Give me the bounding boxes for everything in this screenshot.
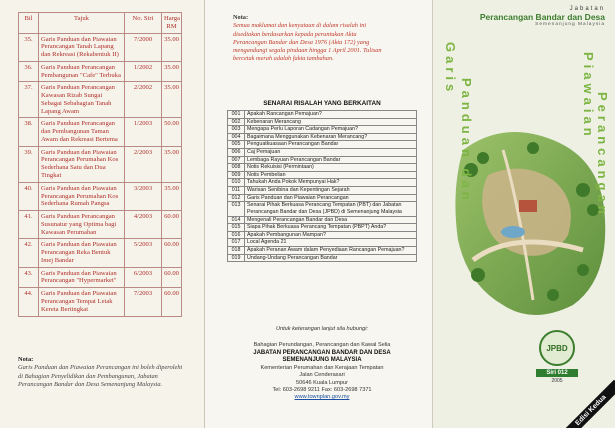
row-title: Garis Panduan Perancangan Pembangunan "Cafe" Terbuka [39,61,125,82]
leaflet-title: Siapa Pihak Berkuasa Perancang Tempatan (PBPT) Anda? [245,224,417,232]
leaflet-code: 008 [228,164,245,172]
leaflet-title: Tahukah Anda Pokok Mempunyai Hak? [245,179,417,187]
leaflet-title: Mengenali Perancangan Bandar dan Desa [245,216,417,224]
row-price: 35.00 [162,182,182,210]
row-series: 6/2003 [125,267,162,288]
table-row [19,146,182,182]
leaflet-row [228,224,417,232]
leaflet-title: Warisan Senibina dan Kepentingan Sejarah [245,187,417,195]
row-series: 1/2002 [125,61,162,82]
table-row [19,82,182,118]
table-row [19,61,182,82]
row-price: 35.00 [162,146,182,182]
contact-prompt: Untuk keterangan lanjut sila hubungi: [275,326,369,332]
row-title: Garis Panduan dan Piawaian Perancangan Tanah Lapang dan Rekreasi (Rekabentuk II) [39,33,125,61]
city-address: 50646 Kuala Lumpur [296,379,348,386]
row-price: 60.00 [162,211,182,239]
cover-title-part: Panduan dan [459,78,474,204]
leaflet-code: 017 [228,239,245,247]
row-series: 1/2003 [125,118,162,146]
row-price: 35.00 [162,82,182,118]
row-number: 37. [19,82,39,118]
row-price: 60.00 [162,288,182,316]
leaflet-title: Bagaimana Menggunakan Kebenaran Merancang? [245,133,417,141]
tree [527,142,539,154]
series-year: 2005 [551,378,563,384]
row-title: Garis Panduan dan Piawaian Perancangan Tempat Letak Kereta Bertingkat [39,288,125,316]
table-row [19,182,182,210]
leaflet-code: 011 [228,187,245,195]
leaflet-code: 016 [228,231,245,239]
pavilion [519,200,537,212]
leaflet-row [228,164,417,172]
leaflet-code: 015 [228,224,245,232]
leaflet-row [228,156,417,164]
brand-sub: Semenanjung Malaysia [535,22,605,27]
leaflet-title: Notis Rekuisisi (Permintaan) [245,164,417,172]
related-leaflets-title: SENARAI RISALAH YANG BERKAITAN [263,100,381,107]
note-text: Garis Panduan dan Piawaian Perancangan ini boleh diperolehi di Bahagian Penyelidikan dan Pembangunan, Jabatan Perancangan Bandar dan Desa Semenanjung Malaysia. [18,364,183,388]
tree [547,289,559,301]
leaflet-row [228,187,417,195]
row-title: Garis Panduan Perancangan Susunatur yang Optima bagi Kawasan Perumahan [39,211,125,239]
row-number: 41. [19,211,39,239]
agency-name: JABATAN PERANCANGAN BANDAR DAN DESA [253,349,391,356]
row-number: 42. [19,239,39,267]
row-number: 39. [19,146,39,182]
leaflet-row [228,133,417,141]
leaflet-title: Apakah Pembangunan Mampan? [245,231,417,239]
leaflet-title: Mengapa Perlu Laporan Cadangan Pemajuan? [245,126,417,134]
cover-title-part: Garis [443,42,458,96]
leaflet-row [228,149,417,157]
logo-text: JPBD [546,343,568,353]
street-address: Jalan Cenderasari [299,372,345,379]
leaflet-row [228,179,417,187]
leaflet-title: Kebenaran Merancang [245,118,417,126]
related-leaflets-panel [205,0,433,428]
row-series: 7/2000 [125,33,162,61]
row-number: 36. [19,61,39,82]
row-price: 35.00 [162,33,182,61]
row-number: 38. [19,118,39,146]
tree [471,268,485,282]
leaflet-title: Caj Pemajuan [245,149,417,157]
leaflet-title: Notis Pembelian [245,171,417,179]
leaflet-code: 009 [228,171,245,179]
series-badge: Siri 012 [536,369,578,377]
leaflet-title: Local Agenda 21 [245,239,417,247]
row-series: 3/2003 [125,182,162,210]
table-row [19,211,182,239]
leaflet-title: Apakah Peranan Awam dalam Penyediaan Rancangan Pemajuan? [245,246,417,254]
tree [477,152,489,164]
leaflet-row [228,246,417,254]
cover-title-part: Piawaian [581,52,596,140]
leaflet-code: 006 [228,149,245,157]
ministry-name: Kementerian Perumahan dan Kerajaan Tempatan [260,365,384,372]
leaflet-row [228,118,417,126]
row-price: 50.00 [162,118,182,146]
leaflet-row [228,231,417,239]
leaflet-code: 018 [228,246,245,254]
agency-region: SEMENANJUNG MALAYSIA [282,357,362,364]
phone-fax: Tel: 603-2698 9211 Fax: 603-2698 7371 [272,386,372,393]
leaflet-code: 005 [228,141,245,149]
leaflet-row [228,254,417,262]
row-number: 40. [19,182,39,210]
row-series: 5/2003 [125,239,162,267]
table-row [19,288,182,316]
jpbd-logo [536,330,578,384]
row-series: 4/2003 [125,211,162,239]
leaflet-code: 004 [228,133,245,141]
leaflet-code: 003 [228,126,245,134]
leaflet-row [228,111,417,119]
note-title: Nota: [233,14,249,21]
leaflet-row [228,239,417,247]
row-number: 44. [19,288,39,316]
leaflet-code: 007 [228,156,245,164]
leaflet-code: 002 [228,118,245,126]
row-title: Garis Panduan Perancangan Kawasan Rizab Sungai Sebagai Sebahagian Tanah Lapang Awam [39,82,125,118]
leaflet-row [228,216,417,224]
row-price: 60.00 [162,239,182,267]
row-title: Garis Panduan dan Piawaian Perancangan Reka Bentuk Imej Bandar [39,239,125,267]
publication-table [18,12,182,317]
row-title: Garis Panduan dan Piawaian Perancangan Perumahan Kos Sederhana Satu dan Dua Tingkat [39,146,125,182]
header-harga: Harga RM [162,13,182,34]
leaflet-code: 001 [228,111,245,119]
row-series: 2/2002 [125,82,162,118]
leaflet-row [228,202,417,216]
leaflet-code: 010 [228,179,245,187]
related-leaflets-table [227,110,417,262]
leaflet-row [228,171,417,179]
row-title: Garis Panduan Perancangan dan Pembangunan Taman Awam dan Rekreasi Bertema [39,118,125,146]
website-link[interactable]: www.townplan.gov.my [294,394,350,401]
header-tajuk: Tajuk [39,13,125,34]
brand-top: Jabatan [569,6,605,12]
row-price: 60.00 [162,267,182,288]
contact-block [227,326,417,401]
note-text: Semua maklumat dan kenyataan di dalam risalah ini disediakan berdasarkan kepada peruntukan Akta Perancangan Bandar dan Desa 1976 (Akta 172) yang mengandungi segala pindaan hingga 1 April 2001. Tulisan bercetak merah adalah fakta tambahan. [233,22,382,63]
brand-main: Perancangan Bandar dan Desa [479,12,605,22]
row-series: 7/2003 [125,288,162,316]
leaflet-title: Senarai Pihak Berkuasa Perancang Tempatan (PBT) dan Jabatan Perancangan Bandar dan Desa (JPBD) di Semenanjung Malaysia [245,202,417,216]
availability-note [18,356,186,389]
row-series: 2/2003 [125,146,162,182]
leaflet-row [228,141,417,149]
leaflet-row [228,126,417,134]
leaflet-title: Undang-Undang Perancangan Bandar [245,254,417,262]
division-name: Bahagian Perundangan, Perancangan dan Kawal Selia [253,342,391,349]
leaflet-code: 012 [228,194,245,202]
table-row [19,267,182,288]
leaflet-title: Lembaga Rayuan Perancangan Bandar [245,156,417,164]
disclaimer-note [233,14,383,64]
table-row [19,33,182,61]
leaflet-title: Garis Panduan dan Piawaian Perancangan [245,194,417,202]
row-title: Garis Panduan dan Piawaian Perancangan "Hypermarket" [39,267,125,288]
note-title: Nota: [18,356,34,363]
cover-title-part: Perancangan [595,92,610,218]
pond [501,226,525,238]
tree [577,264,589,276]
leaflet-code: 014 [228,216,245,224]
edition-ribbon: Edisi Kedua [560,380,615,428]
cover-panel [433,0,615,428]
table-row [19,118,182,146]
logo-emblem [539,330,575,366]
leaflet-code: 019 [228,254,245,262]
agency-brand [480,6,605,27]
leaflet-title: Apakah Rancangan Pemajuan? [245,111,417,119]
row-number: 43. [19,267,39,288]
table-header-row [19,13,182,34]
publication-list-panel [0,0,205,428]
row-title: Garis Panduan dan Piawaian Perancangan Perumahan Kos Sederhana Rumah Pangsa [39,182,125,210]
leaflet-row [228,194,417,202]
table-row [19,239,182,267]
leaflet-title: Penguatkuasaan Perancangan Bandar [245,141,417,149]
header-bil: Bil [19,13,39,34]
row-price: 35.00 [162,61,182,82]
leaflet-code: 013 [228,202,245,216]
row-number: 35. [19,33,39,61]
header-no-siri: No. Siri [125,13,162,34]
tree [576,183,590,197]
